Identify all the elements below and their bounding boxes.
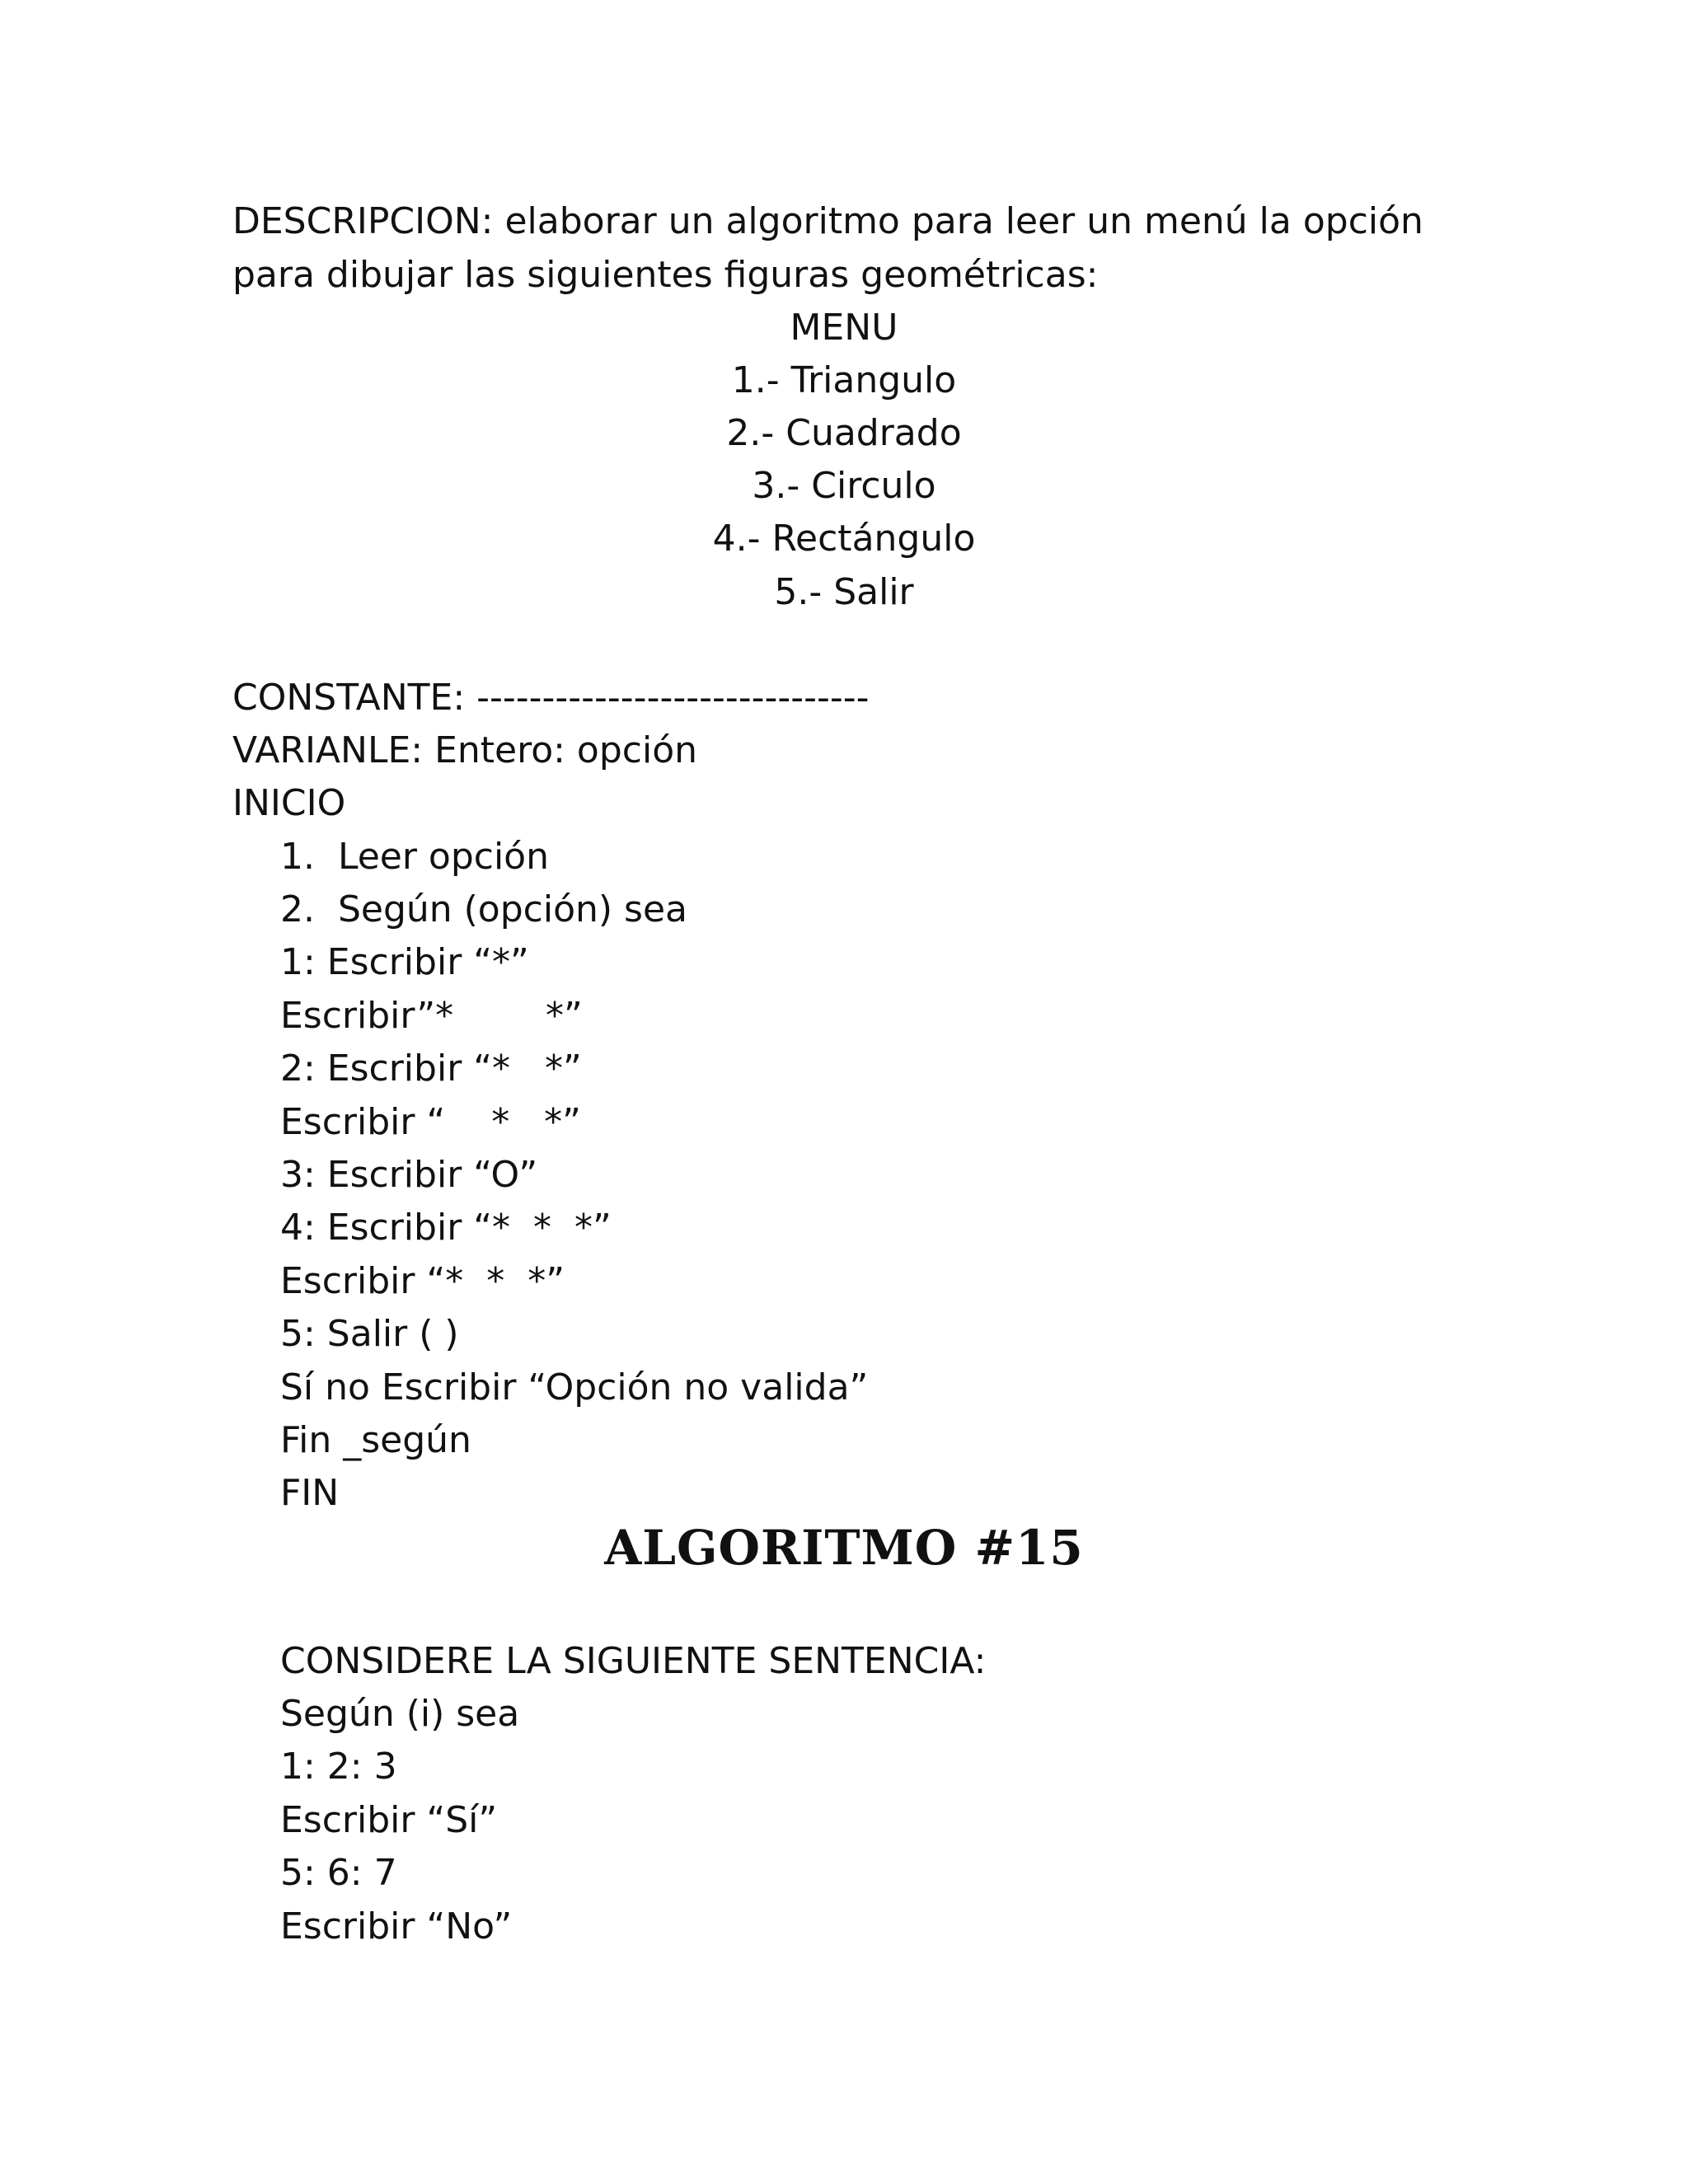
description-line-2: para dibujar las siguientes figuras geométricas: <box>232 254 1099 296</box>
constante-line: CONSTANTE: ------------------------------ <box>232 677 870 719</box>
second-block-line: Según (i) sea <box>280 1693 520 1735</box>
second-block-line: 5: 6: 7 <box>280 1852 397 1894</box>
step-line: Fin _según <box>280 1419 471 1461</box>
algorithm-heading: ALGORITMO #15 <box>604 1520 1084 1576</box>
menu-title: MENU <box>790 307 898 349</box>
menu-item-circulo: 3.- Circulo <box>752 465 936 507</box>
second-block-line: CONSIDERE LA SIGUIENTE SENTENCIA: <box>280 1640 987 1682</box>
step-line: 2. Según (opción) sea <box>280 888 687 930</box>
second-block-line: Escribir “Sí” <box>280 1799 498 1841</box>
step-line: Escribir”* *” <box>280 995 583 1037</box>
step-line: FIN <box>280 1472 340 1514</box>
step-line: 3: Escribir “O” <box>280 1154 538 1196</box>
step-line: Escribir “* * *” <box>280 1260 565 1302</box>
menu-item-triangulo: 1.- Triangulo <box>731 359 957 401</box>
step-line: Escribir “ * *” <box>280 1101 581 1143</box>
second-block-line: 1: 2: 3 <box>280 1746 397 1788</box>
step-line: 4: Escribir “* * *” <box>280 1207 612 1249</box>
menu-item-salir: 5.- Salir <box>774 571 914 613</box>
inicio-line: INICIO <box>232 782 346 824</box>
step-line: 1: Escribir “*” <box>280 941 529 983</box>
step-line: 1. Leer opción <box>280 836 549 878</box>
step-line: Sí no Escribir “Opción no valida” <box>280 1366 869 1408</box>
menu-item-rectangulo: 4.- Rectángulo <box>712 518 976 560</box>
second-block-line: Escribir “No” <box>280 1905 513 1947</box>
menu-item-cuadrado: 2.- Cuadrado <box>726 412 962 454</box>
step-line: 5: Salir ( ) <box>280 1313 459 1355</box>
variable-line: VARIANLE: Entero: opción <box>232 729 698 771</box>
step-line: 2: Escribir “* *” <box>280 1047 582 1090</box>
description-line-1: DESCRIPCION: elaborar un algoritmo para leer un menú la opción <box>232 200 1423 242</box>
